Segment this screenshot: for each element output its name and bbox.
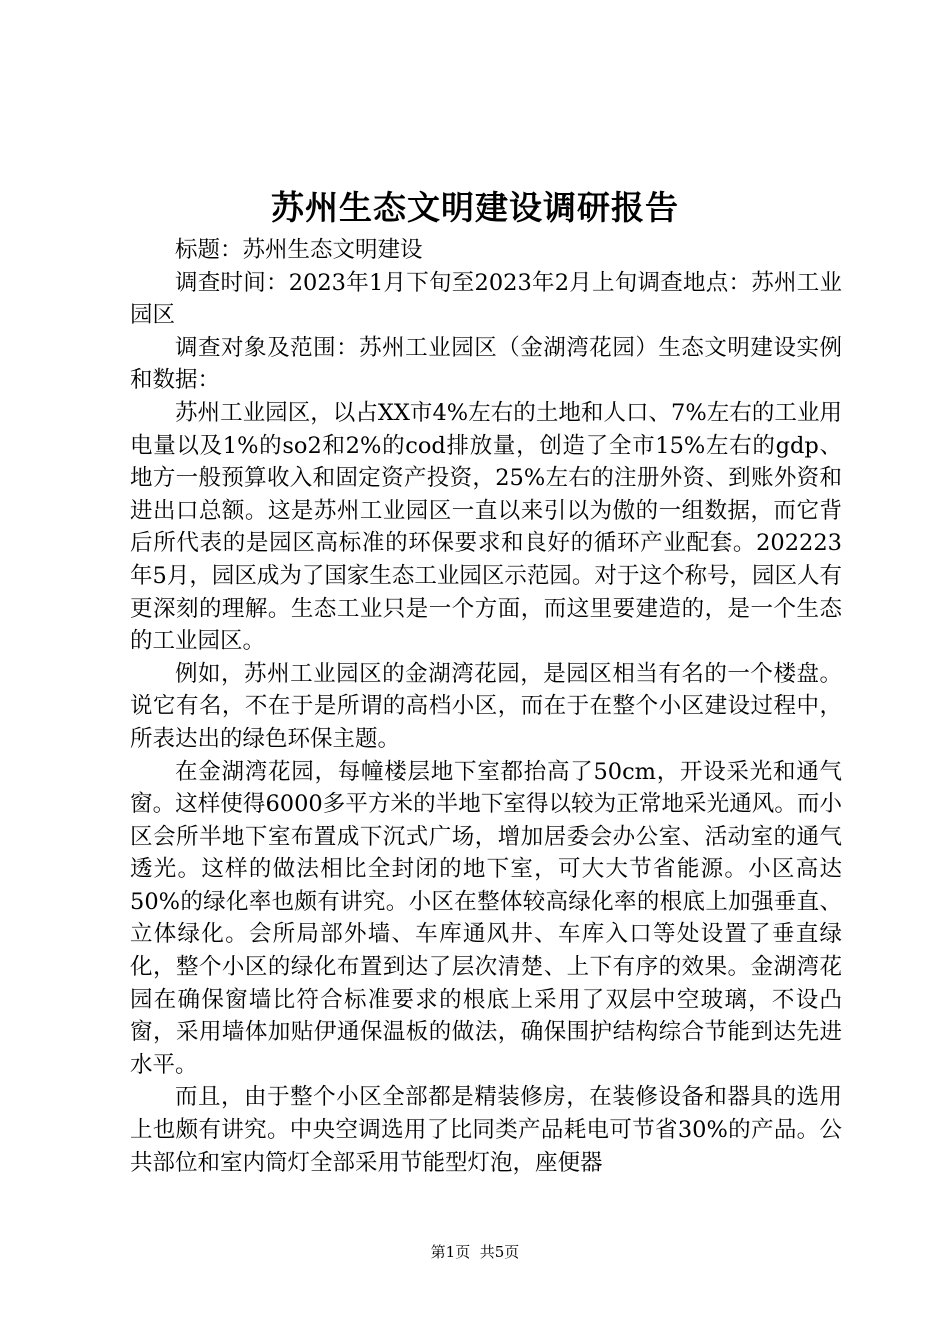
paragraph-jinhuwan-details: 在金湖湾花园，每幢楼层地下室都抬高了50cm，开设采光和通气窗。这样使得6000多平方米的半地下室得以较为正常地采光通风。而小区会所半地下室布置成下沉式广场，增加居委会办公室、活动室的通气透光。这样的做法相比全封闭的地下室，可大大节省能源。小区高达50%的绿化率也颇有讲究。小区在整体较高绿化率的根底上加强垂直、立体绿化。会所局部外墙、车库通风井、车库入口等处设置了垂直绿化，整个小区的绿化布置到达了层次清楚、上下有序的效果。金湖湾花园在确保窗墙比符合标准要求的根底上采用了双层中空玻璃，不设凸窗，采用墙体加贴伊通保温板的做法，确保围护结构综合节能到达先进水平。 [130,758,842,1078]
document-body [130,234,842,1179]
paragraph-park-data: 苏州工业园区，以占XX市4%左右的土地和人口、7%左右的工业用电量以及1%的so2和2%的cod排放量，创造了全市15%左右的gdp、地方一般预算收入和固定资产投资，25%左右的注册外资、到账外资和进出口总额。这是苏州工业园区一直以来引以为傲的一组数据，而它背后所代表的是园区高标准的环保要求和良好的循环产业配套。202223年5月，园区成为了国家生态工业园区示范园。对于这个称号，园区人有更深刻的理解。生态工业只是一个方面，而这里要建造的，是一个生态的工业园区。 [130,399,842,655]
page-total: 共5页 [479,1243,520,1261]
paragraph-subject: 标题：苏州生态文明建设 [175,237,423,263]
document-title: 苏州生态文明建设调研报告 [271,188,679,227]
footer-separator [470,1243,480,1261]
page-footer [0,1242,950,1262]
page-number: 第1页 [430,1243,471,1261]
paragraph-survey-time: 调查时间：2023年1月下旬至2023年2月上旬调查地点：苏州工业园区 [130,269,842,329]
paragraph-survey-scope: 调查对象及范围：苏州工业园区（金湖湾花园）生态文明建设实例和数据： [130,334,842,394]
paragraph-example: 例如，苏州工业园区的金湖湾花园，是园区相当有名的一个楼盘。说它有名，不在于是所谓的高档小区，而在于在整个小区建设过程中，所表达出的绿色环保主题。 [130,660,842,752]
paragraph-decoration: 而且，由于整个小区全部都是精装修房，在装修设备和器具的选用上也颇有讲究。中央空调选用了比同类产品耗电可节省30%的产品。公共部位和室内筒灯全部采用节能型灯泡，座便器 [130,1084,842,1176]
